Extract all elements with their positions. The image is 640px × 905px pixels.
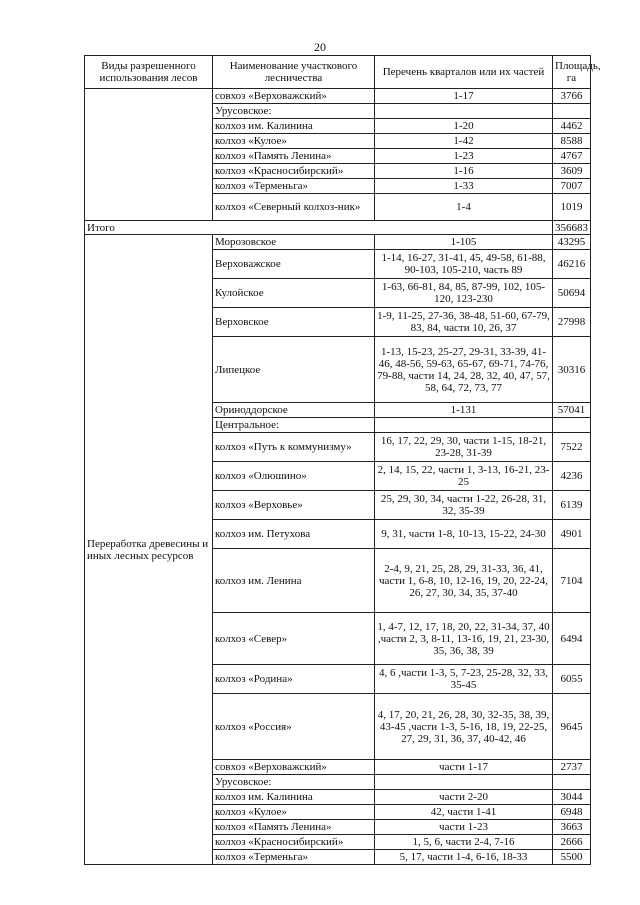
- quarters-list: части 2-20: [375, 790, 553, 805]
- forestry-name: Урусовское:: [213, 775, 375, 790]
- area-value: 50694: [553, 279, 591, 308]
- area-value: 4462: [553, 119, 591, 134]
- area-value: 3609: [553, 164, 591, 179]
- quarters-list: части 1-23: [375, 820, 553, 835]
- forestry-name: колхоз им. Петухова: [213, 520, 375, 549]
- area-value: 57041: [553, 403, 591, 418]
- quarters-list: 1-16: [375, 164, 553, 179]
- quarters-list: 16, 17, 22, 29, 30, части 1-15, 18-21, 23-28, 31-39: [375, 433, 553, 462]
- forestry-name: Ориноддорское: [213, 403, 375, 418]
- quarters-list: 1-33: [375, 179, 553, 194]
- area-value: 30316: [553, 337, 591, 403]
- forestry-name: колхоз «Северный колхоз-ник»: [213, 194, 375, 221]
- area-value: 6055: [553, 665, 591, 694]
- page-number: 20: [314, 40, 326, 54]
- area-value: [553, 104, 591, 119]
- area-value: 4236: [553, 462, 591, 491]
- forestry-name: совхоз «Верховажский»: [213, 89, 375, 104]
- area-value: 8588: [553, 134, 591, 149]
- header-quarters: Перечень кварталов или их частей: [375, 56, 553, 89]
- forestry-name: колхоз «Россия»: [213, 694, 375, 760]
- quarters-list: 25, 29, 30, 34, части 1-22, 26-28, 31, 32, 35-39: [375, 491, 553, 520]
- area-value: 5500: [553, 850, 591, 865]
- quarters-list: 9, 31, части 1-8, 10-13, 15-22, 24-30: [375, 520, 553, 549]
- forestry-name: колхоз «Память Ленина»: [213, 149, 375, 164]
- header-forestry: Наименование участкового лесничества: [213, 56, 375, 89]
- area-value: 7007: [553, 179, 591, 194]
- forestry-name: колхоз «Терменьга»: [213, 179, 375, 194]
- table-row: [85, 89, 591, 104]
- forestry-name: колхоз им. Калинина: [213, 119, 375, 134]
- header-kind: Виды разрешенного использования лесов: [85, 56, 213, 89]
- area-value: 4901: [553, 520, 591, 549]
- table-row: [85, 235, 591, 250]
- total-area: 356683: [553, 221, 591, 235]
- quarters-list: 1-131: [375, 403, 553, 418]
- quarters-list: 5, 17, части 1-4, 6-16, 18-33: [375, 850, 553, 865]
- forest-use-table: [84, 55, 601, 865]
- forestry-name: колхоз «Память Ленина»: [213, 820, 375, 835]
- forestry-name: колхоз «Кулое»: [213, 805, 375, 820]
- forestry-name: Морозовское: [213, 235, 375, 250]
- forestry-name: колхоз «Север»: [213, 613, 375, 665]
- use-kind-cell: Переработка древесины и иных лесных ресурсов: [85, 235, 213, 865]
- forestry-name: Верховажское: [213, 250, 375, 279]
- quarters-list: 1-20: [375, 119, 553, 134]
- header-area: Площадь, га: [553, 56, 591, 89]
- quarters-list: 1-42: [375, 134, 553, 149]
- quarters-list: [375, 775, 553, 790]
- forestry-name: колхоз им. Калинина: [213, 790, 375, 805]
- forestry-name: колхоз «Олюшино»: [213, 462, 375, 491]
- forestry-name: Урусовское:: [213, 104, 375, 119]
- quarters-list: 1-17: [375, 89, 553, 104]
- forestry-name: колхоз «Терменьга»: [213, 850, 375, 865]
- quarters-list: 1-23: [375, 149, 553, 164]
- area-value: 7104: [553, 549, 591, 613]
- area-value: [553, 418, 591, 433]
- forestry-name: Липецкое: [213, 337, 375, 403]
- area-value: 7522: [553, 433, 591, 462]
- quarters-list: [375, 418, 553, 433]
- quarters-list: 1-105: [375, 235, 553, 250]
- area-value: 2666: [553, 835, 591, 850]
- area-value: 43295: [553, 235, 591, 250]
- forestry-name: Кулойское: [213, 279, 375, 308]
- table-header-row: [85, 56, 591, 89]
- area-value: 46216: [553, 250, 591, 279]
- area-value: 4767: [553, 149, 591, 164]
- area-value: 9645: [553, 694, 591, 760]
- quarters-list: 2, 14, 15, 22, части 1, 3-13, 16-21, 23-25: [375, 462, 553, 491]
- forestry-name: колхоз «Родина»: [213, 665, 375, 694]
- quarters-list: части 1-17: [375, 760, 553, 775]
- quarters-list: 42, части 1-41: [375, 805, 553, 820]
- quarters-list: 1, 4-7, 12, 17, 18, 20, 22, 31-34, 37, 40 ,части 2, 3, 8-11, 13-16, 19, 21, 23-30, 35, 36, 38, 39: [375, 613, 553, 665]
- forestry-name: совхоз «Верховажский»: [213, 760, 375, 775]
- forestry-name: колхоз им. Ленина: [213, 549, 375, 613]
- area-value: 3766: [553, 89, 591, 104]
- quarters-list: 1, 5, 6, части 2-4, 7-16: [375, 835, 553, 850]
- quarters-list: 1-63, 66-81, 84, 85, 87-99, 102, 105-120, 123-230: [375, 279, 553, 308]
- quarters-list: 1-4: [375, 194, 553, 221]
- forestry-name: колхоз «Путь к коммунизму»: [213, 433, 375, 462]
- area-value: 27998: [553, 308, 591, 337]
- forestry-name: Центральное:: [213, 418, 375, 433]
- quarters-list: [375, 104, 553, 119]
- forestry-name: колхоз «Красносибирский»: [213, 164, 375, 179]
- forestry-name: колхоз «Верховье»: [213, 491, 375, 520]
- area-value: [553, 775, 591, 790]
- forestry-name: Верховское: [213, 308, 375, 337]
- area-value: 2737: [553, 760, 591, 775]
- area-value: 6948: [553, 805, 591, 820]
- quarters-list: 4, 6 ,части 1-3, 5, 7-23, 25-28, 32, 33, 35-45: [375, 665, 553, 694]
- total-row: [85, 221, 591, 235]
- use-kind-cell: [85, 89, 213, 221]
- quarters-list: 4, 17, 20, 21, 26, 28, 30, 32-35, 38, 39, 43-45 ,части 1-3, 5-16, 18, 19, 22-25, 27, 29, 31, 36, 37, 40-42, 46: [375, 694, 553, 760]
- area-value: 3663: [553, 820, 591, 835]
- quarters-list: 1-9, 11-25, 27-36, 38-48, 51-60, 67-79, 83, 84, части 10, 26, 37: [375, 308, 553, 337]
- area-value: 1019: [553, 194, 591, 221]
- forestry-name: колхоз «Кулое»: [213, 134, 375, 149]
- quarters-list: 1-14, 16-27, 31-41, 45, 49-58, 61-88, 90-103, 105-210, часть 89: [375, 250, 553, 279]
- quarters-list: 1-13, 15-23, 25-27, 29-31, 33-39, 41-46, 48-56, 59-63, 65-67, 69-71, 74-76, 79-88, части 14, 24, 28, 32, 40, 47, 57, 58, 64, 72, 73, 77: [375, 337, 553, 403]
- area-value: 6139: [553, 491, 591, 520]
- quarters-list: 2-4, 9, 21, 25, 28, 29, 31-33, 36, 41, части 1, 6-8, 10, 12-16, 19, 20, 22-24, 26, 27, 30, 34, 35, 37-40: [375, 549, 553, 613]
- forestry-name: колхоз «Красносибирский»: [213, 835, 375, 850]
- area-value: 6494: [553, 613, 591, 665]
- area-value: 3044: [553, 790, 591, 805]
- total-label: Итого: [85, 221, 553, 235]
